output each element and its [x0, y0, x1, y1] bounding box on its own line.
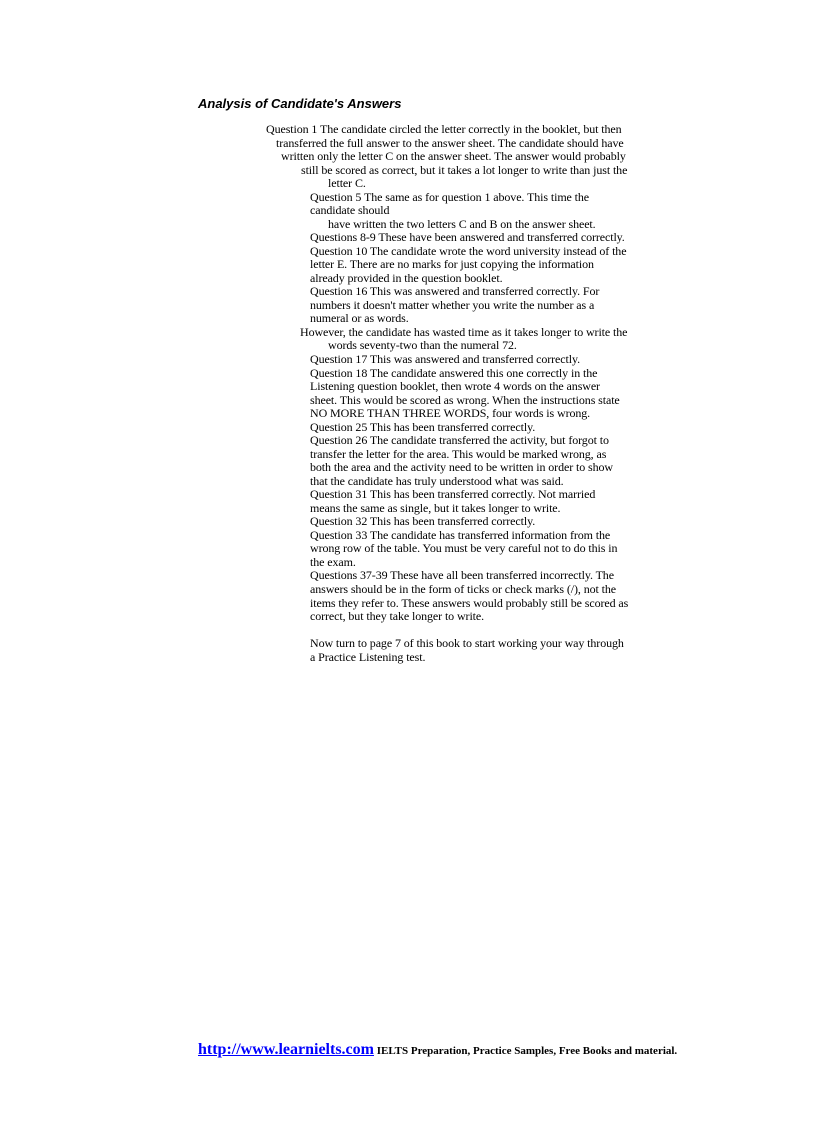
body-line: written only the letter C on the answer sheet. The answer would probably: [281, 149, 626, 164]
body-line: means the same as single, but it takes longer to write.: [310, 500, 561, 515]
footer-description: IELTS Preparation, Practice Samples, Free Books and material.: [373, 1045, 678, 1057]
body-line: both the area and the activity need to be written in order to show: [310, 460, 613, 475]
website-link[interactable]: http://www.learnielts.com: [198, 1041, 374, 1058]
body-line: Question 5 The same as for question 1 above. This time the: [310, 189, 590, 204]
body-line: items they refer to. These answers would probably still be scored as: [310, 595, 629, 610]
body-line: correct, but they take longer to write.: [310, 609, 485, 624]
body-line: NO MORE THAN THREE WORDS, four words is wrong.: [310, 406, 591, 421]
body-line: a Practice Listening test.: [310, 649, 426, 664]
body-line: transferred the full answer to the answer sheet. The candidate should have: [276, 135, 624, 150]
body-line: already provided in the question booklet.: [310, 270, 503, 285]
body-line: still be scored as correct, but it takes a lot longer to write than just the: [301, 162, 628, 177]
body-line: transfer the letter for the area. This would be marked wrong, as: [310, 446, 607, 461]
body-line: answers should be in the form of ticks or check marks (/), not the: [310, 582, 616, 597]
body-line: candidate should: [310, 203, 390, 218]
body-line: letter C.: [328, 176, 366, 191]
body-line: Questions 8-9 These have been answered and transferred correctly.: [310, 230, 625, 245]
body-line: Question 18 The candidate answered this one correctly in the: [310, 365, 598, 380]
body-line: Question 25 This has been transferred correctly.: [310, 419, 536, 434]
body-line: Questions 37-39 These have all been transferred incorrectly. The: [310, 568, 614, 583]
body-line: Question 16 This was answered and transferred correctly. For: [310, 284, 600, 299]
body-line: Question 32 This has been transferred correctly.: [310, 514, 536, 529]
body-line: the exam.: [310, 554, 356, 569]
body-line: Question 1 The candidate circled the letter correctly in the booklet, but then: [266, 122, 622, 136]
body-line: Question 26 The candidate transferred the activity, but forgot to: [310, 433, 609, 448]
body-line: letter E. There are no marks for just copying the information: [310, 257, 594, 272]
body-line: that the candidate has truly understood what was said.: [310, 473, 564, 488]
body-line: Question 33 The candidate has transferred information from the: [310, 527, 611, 542]
body-line: words seventy-two than the numeral 72.: [328, 338, 517, 353]
body-line: Listening question booklet, then wrote 4 words on the answer: [310, 379, 600, 394]
footer: [198, 1041, 688, 1060]
body-line: However, the candidate has wasted time as it takes longer to write the: [300, 324, 628, 339]
body-line: have written the two letters C and B on the answer sheet.: [328, 216, 596, 231]
body-line: Now turn to page 7 of this book to start working your way through: [310, 636, 624, 651]
body-line: Question 17 This was answered and transferred correctly.: [310, 352, 580, 366]
body-line: Question 10 The candidate wrote the word university instead of the: [310, 243, 627, 258]
body-line: numbers it doesn't matter whether you write the number as a: [310, 297, 595, 312]
body-line: numeral or as words.: [310, 311, 409, 326]
body-line: Question 31 This has been transferred correctly. Not married: [310, 487, 596, 502]
page-heading: Analysis of Candidate's Answers: [198, 96, 402, 111]
body-line: wrong row of the table. You must be very careful not to do this in: [310, 541, 618, 556]
body-line: sheet. This would be scored as wrong. When the instructions state: [310, 392, 620, 407]
